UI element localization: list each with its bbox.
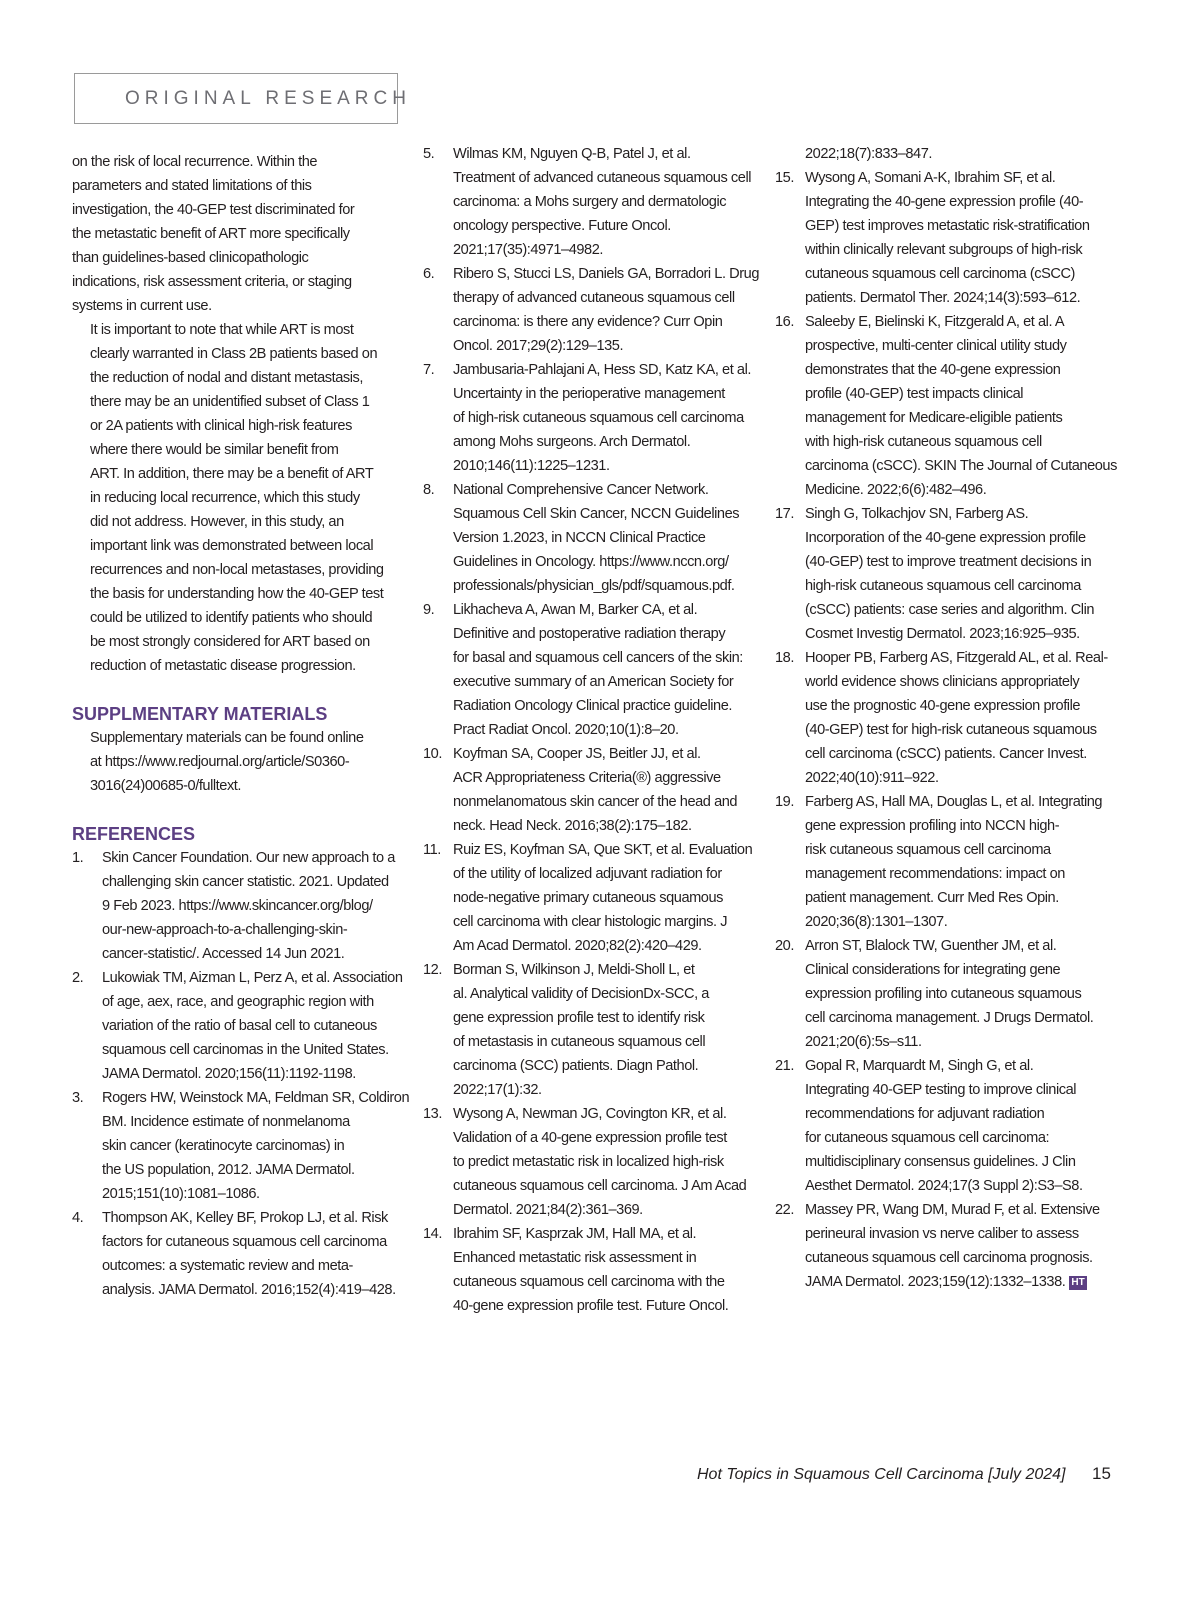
text-line: Likhacheva A, Awan M, Barker CA, et al. xyxy=(453,602,698,618)
text-line: Dermatol. 2021;84(2):361–369. xyxy=(453,1202,643,1218)
body-paragraph-1 xyxy=(72,150,402,318)
text-line: Lukowiak TM, Aizman L, Perz A, et al. Association xyxy=(102,970,403,986)
text-line: Wysong A, Somani A-K, Ibrahim SF, et al. xyxy=(805,170,1056,186)
supplementary-heading: SUPPLMENTARY MATERIALS xyxy=(72,704,328,724)
text-line: gene expression profiling into NCCN high- xyxy=(805,818,1060,834)
text-line: Medicine. 2022;6(6):482–496. xyxy=(805,482,987,498)
reference-number: 22. xyxy=(775,1202,794,1218)
references-heading: REFERENCES xyxy=(72,824,196,844)
reference-item xyxy=(775,1198,1105,1294)
reference-item xyxy=(72,1086,410,1206)
text-line: multidisciplinary consensus guidelines. J Clin xyxy=(805,1154,1076,1170)
text-line: Thompson AK, Kelley BF, Prokop LJ, et al. Risk xyxy=(102,1210,388,1226)
reference-number: 6. xyxy=(423,266,435,282)
reference-number: 3. xyxy=(72,1090,84,1106)
reference-item xyxy=(423,742,757,838)
text-line: Validation of a 40-gene expression profile test xyxy=(453,1130,727,1146)
text-line: Rogers HW, Weinstock MA, Feldman SR, Coldiron xyxy=(102,1090,410,1106)
text-line: (40-GEP) test to improve treatment decisions in xyxy=(805,554,1092,570)
reference-item xyxy=(775,646,1108,790)
text-line: JAMA Dermatol. 2023;159(12):1332–1338. HT xyxy=(805,1274,1085,1290)
text-line: risk cutaneous squamous cell carcinoma xyxy=(805,842,1051,858)
text-line: (cSCC) patients: case series and algorithm. Clin xyxy=(805,602,1095,618)
text-line: among Mohs surgeons. Arch Dermatol. xyxy=(453,434,691,450)
text-line: with high-risk cutaneous squamous cell xyxy=(805,434,1042,450)
text-line: for basal and squamous cell cancers of the skin: xyxy=(453,650,743,666)
reference-number: 10. xyxy=(423,746,442,762)
text-line: Gopal R, Marquardt M, Singh G, et al. xyxy=(805,1058,1034,1074)
reference-number: 16. xyxy=(775,314,794,330)
text-line: Guidelines in Oncology. https://www.nccn.org/ xyxy=(453,554,729,570)
text-line: in reducing local recurrence, which this study xyxy=(90,490,360,506)
text-line: Koyfman SA, Cooper JS, Beitler JJ, et al. xyxy=(453,746,701,762)
text-line: 2010;146(11):1225–1231. xyxy=(453,458,610,474)
text-line: al. Analytical validity of DecisionDx-SCC, a xyxy=(453,986,709,1002)
reference-number: 21. xyxy=(775,1058,794,1074)
text-line: Borman S, Wilkinson J, Meldi-Sholl L, et xyxy=(453,962,695,978)
supplementary-text xyxy=(72,726,402,798)
text-line: 2021;20(6):5s–s11. xyxy=(805,1034,922,1050)
reference-item xyxy=(423,838,757,958)
text-line: Enhanced metastatic risk assessment in xyxy=(453,1250,697,1266)
text-line: 9 Feb 2023. https://www.skincancer.org/blog/ xyxy=(102,898,373,914)
text-line: node-negative primary cutaneous squamous xyxy=(453,890,723,906)
reference-item xyxy=(423,1102,757,1222)
text-line: carcinoma: a Mohs surgery and dermatologic xyxy=(453,194,727,210)
ht-end-badge: HT xyxy=(1071,1277,1085,1288)
text-line: the US population, 2012. JAMA Dermatol. xyxy=(102,1162,355,1178)
reference-item xyxy=(423,598,757,742)
text-line: Ribero S, Stucci LS, Daniels GA, Borradori L. Drug xyxy=(453,266,759,282)
text-line: 2021;17(35):4971–4982. xyxy=(453,242,603,258)
text-line: high-risk cutaneous squamous cell carcinoma xyxy=(805,578,1081,594)
column-middle xyxy=(423,142,757,1318)
text-line: cutaneous squamous cell carcinoma with the xyxy=(453,1274,725,1290)
text-line: variation of the ratio of basal cell to cutaneous xyxy=(102,1018,377,1034)
text-line: Clinical considerations for integrating gene xyxy=(805,962,1061,978)
text-line: parameters and stated limitations of this xyxy=(72,178,312,194)
reference-list-part-1 xyxy=(72,846,410,1302)
reference-item xyxy=(423,262,757,358)
text-line: or 2A patients with clinical high-risk features xyxy=(90,418,352,434)
reference-continuation xyxy=(775,142,1105,166)
text-line: did not address. However, in this study, an xyxy=(90,514,344,530)
text-line: the reduction of nodal and distant metastasis, xyxy=(90,370,363,386)
text-line: challenging skin cancer statistic. 2021. Updated xyxy=(102,874,389,890)
text-line: profile (40-GEP) test impacts clinical xyxy=(805,386,1024,402)
text-line: cutaneous squamous cell carcinoma (cSCC) xyxy=(805,266,1075,282)
text-line: where there would be similar benefit from xyxy=(90,442,339,458)
text-line: of metastasis in cutaneous squamous cell xyxy=(453,1034,706,1050)
column-right xyxy=(775,142,1117,1294)
text-line: nonmelanomatous skin cancer of the head and xyxy=(453,794,738,810)
text-line: factors for cutaneous squamous cell carcinoma xyxy=(102,1234,387,1250)
journal-footer: Hot Topics in Squamous Cell Carcinoma [July 2024] xyxy=(697,1466,1066,1483)
reference-number: 8. xyxy=(423,482,435,498)
text-line: analysis. JAMA Dermatol. 2016;152(4):419–428. xyxy=(102,1282,396,1298)
reference-number: 17. xyxy=(775,506,794,522)
text-line: reduction of metastatic disease progression. xyxy=(90,658,356,674)
text-line: Farberg AS, Hall MA, Douglas L, et al. Integrating xyxy=(805,794,1103,810)
text-line: Aesthet Dermatol. 2024;17(3 Suppl 2):S3–S8. xyxy=(805,1178,1083,1194)
reference-item xyxy=(423,1222,757,1318)
reference-list-part-2 xyxy=(423,142,757,1318)
text-line: Saleeby E, Bielinski K, Fitzgerald A, et al. A xyxy=(805,314,1065,330)
text-line: important link was demonstrated between local xyxy=(90,538,374,554)
reference-item xyxy=(423,358,757,478)
text-line: carcinoma (SCC) patients. Diagn Pathol. xyxy=(453,1058,699,1074)
text-line: Cosmet Investig Dermatol. 2023;16:925–935. xyxy=(805,626,1080,642)
reference-number: 4. xyxy=(72,1210,84,1226)
reference-item xyxy=(775,790,1105,934)
text-line: (40-GEP) test for high-risk cutaneous squamous xyxy=(805,722,1097,738)
text-line: within clinically relevant subgroups of high-risk xyxy=(805,242,1083,258)
text-line: could be utilized to identify patients who should xyxy=(90,610,373,626)
text-line: management recommendations: impact on xyxy=(805,866,1065,882)
text-line: Wysong A, Newman JG, Covington KR, et al. xyxy=(453,1106,727,1122)
text-line: ACR Appropriateness Criteria(®) aggressive xyxy=(453,770,721,786)
text-line: 2020;36(8):1301–1307. xyxy=(805,914,948,930)
text-line: 40-gene expression profile test. Future Oncol. xyxy=(453,1298,729,1314)
text-line: Integrating 40-GEP testing to improve clinical xyxy=(805,1082,1077,1098)
text-line: Wilmas KM, Nguyen Q-B, Patel J, et al. xyxy=(453,146,691,162)
text-line: cutaneous squamous cell carcinoma prognosis. xyxy=(805,1250,1093,1266)
text-line: Ruiz ES, Koyfman SA, Que SKT, et al. Evaluation xyxy=(453,842,753,858)
text-line: Uncertainty in the perioperative management xyxy=(453,386,725,402)
text-line: on the risk of local recurrence. Within the xyxy=(72,154,318,170)
text-line: 2022;17(1):32. xyxy=(453,1082,542,1098)
text-line: It is important to note that while ART is most xyxy=(90,322,354,338)
text-line: Singh G, Tolkachjov SN, Farberg AS. xyxy=(805,506,1029,522)
text-line: indications, risk assessment criteria, or staging xyxy=(72,274,352,290)
text-line: our-new-approach-to-a-challenging-skin- xyxy=(102,922,348,938)
text-line: cutaneous squamous cell carcinoma. J Am Acad xyxy=(453,1178,747,1194)
text-line: Ibrahim SF, Kasprzak JM, Hall MA, et al. xyxy=(453,1226,697,1242)
reference-number: 9. xyxy=(423,602,435,618)
text-line: 2015;151(10):1081–1086. xyxy=(102,1186,260,1202)
text-line: Supplementary materials can be found online xyxy=(90,730,364,746)
reference-item xyxy=(72,846,402,966)
text-line: skin cancer (keratinocyte carcinomas) in xyxy=(102,1138,345,1154)
text-line: of age, aex, race, and geographic region with xyxy=(102,994,374,1010)
reference-item xyxy=(775,1054,1105,1198)
text-line: be most strongly considered for ART based on xyxy=(90,634,370,650)
text-line: expression profiling into cutaneous squamous xyxy=(805,986,1082,1002)
reference-item xyxy=(775,502,1105,646)
text-line: GEP) test improves metastatic risk-stratification xyxy=(805,218,1090,234)
body-paragraph-2 xyxy=(72,318,402,678)
text-line: Pract Radiat Oncol. 2020;10(1):8–20. xyxy=(453,722,679,738)
text-line: than guidelines-based clinicopathologic xyxy=(72,250,309,266)
reference-number: 14. xyxy=(423,1226,442,1242)
text-line: Hooper PB, Farberg AS, Fitzgerald AL, et al. Real- xyxy=(805,650,1108,666)
text-line: ART. In addition, there may be a benefit of ART xyxy=(90,466,374,482)
reference-number: 12. xyxy=(423,962,442,978)
text-line: there may be an unidentified subset of Class 1 xyxy=(90,394,370,410)
text-line: squamous cell carcinomas in the United States. xyxy=(102,1042,389,1058)
reference-number: 11. xyxy=(423,842,441,858)
page-number: 15 xyxy=(1092,1464,1111,1483)
text-line: Massey PR, Wang DM, Murad F, et al. Extensive xyxy=(805,1202,1100,1218)
reference-item xyxy=(775,166,1105,310)
text-line: patient management. Curr Med Res Opin. xyxy=(805,890,1059,906)
section-label: ORIGINAL RESEARCH xyxy=(125,88,411,109)
text-line: use the prognostic 40-gene expression profile xyxy=(805,698,1081,714)
text-line: National Comprehensive Cancer Network. xyxy=(453,482,709,498)
text-line: cancer-statistic/. Accessed 14 Jun 2021. xyxy=(102,946,345,962)
text-line: BM. Incidence estimate of nonmelanoma xyxy=(102,1114,350,1130)
text-line: to predict metastatic risk in localized high-risk xyxy=(453,1154,724,1170)
text-line: systems in current use. xyxy=(72,298,212,314)
text-line: oncology perspective. Future Oncol. xyxy=(453,218,671,234)
text-line: carcinoma: is there any evidence? Curr Opin xyxy=(453,314,723,330)
text-line: Treatment of advanced cutaneous squamous cell xyxy=(453,170,752,186)
reference-item xyxy=(423,142,757,262)
text-line: outcomes: a systematic review and meta- xyxy=(102,1258,353,1274)
reference-number: 1. xyxy=(72,850,84,866)
text-line: at https://www.redjournal.org/article/S0360- xyxy=(90,754,350,770)
text-line: Version 1.2023, in NCCN Clinical Practice xyxy=(453,530,706,546)
text-line: 2022;18(7):833–847. xyxy=(805,146,932,162)
reference-item xyxy=(72,1206,402,1302)
text-line: neck. Head Neck. 2016;38(2):175–182. xyxy=(453,818,692,834)
text-line: the metastatic benefit of ART more specifically xyxy=(72,226,350,242)
text-line: of the utility of localized adjuvant radiation for xyxy=(453,866,722,882)
text-line: cell carcinoma management. J Drugs Dermatol. xyxy=(805,1010,1094,1026)
text-line: Incorporation of the 40-gene expression profile xyxy=(805,530,1086,546)
text-line: recurrences and non-local metastases, providing xyxy=(90,562,384,578)
text-line: clearly warranted in Class 2B patients based on xyxy=(90,346,378,362)
reference-item xyxy=(423,478,757,598)
text-line: for cutaneous squamous cell carcinoma: xyxy=(805,1130,1050,1146)
reference-item xyxy=(423,958,757,1102)
reference-number: 13. xyxy=(423,1106,442,1122)
text-line: executive summary of an American Society for xyxy=(453,674,734,690)
reference-item xyxy=(72,966,402,1086)
text-line: Squamous Cell Skin Cancer, NCCN Guidelines xyxy=(453,506,740,522)
text-line: Radiation Oncology Clinical practice guideline. xyxy=(453,698,732,714)
text-line: patients. Dermatol Ther. 2024;14(3):593–612. xyxy=(805,290,1081,306)
reference-number: 2. xyxy=(72,970,84,986)
text-line: management for Medicare-eligible patients xyxy=(805,410,1063,426)
text-line: 3016(24)00685-0/fulltext. xyxy=(90,778,242,794)
text-line: demonstrates that the 40-gene expression xyxy=(805,362,1061,378)
text-line: therapy of advanced cutaneous squamous cell xyxy=(453,290,735,306)
reference-number: 20. xyxy=(775,938,794,954)
text-line: prospective, multi-center clinical utility study xyxy=(805,338,1067,354)
reference-number: 5. xyxy=(423,146,435,162)
text-line: cell carcinoma with clear histologic margins. J xyxy=(453,914,728,930)
text-line: gene expression profile test to identify risk xyxy=(453,1010,705,1026)
text-line: perineural invasion vs nerve caliber to assess xyxy=(805,1226,1079,1242)
text-line: JAMA Dermatol. 2020;156(11):1192-1198. xyxy=(102,1066,356,1082)
column-left xyxy=(72,150,410,1302)
text-line: Oncol. 2017;29(2):129–135. xyxy=(453,338,624,354)
reference-list-part-3 xyxy=(775,142,1117,1294)
text-line: recommendations for adjuvant radiation xyxy=(805,1106,1045,1122)
text-line: professionals/physician_gls/pdf/squamous.pdf. xyxy=(453,578,735,594)
reference-number: 15. xyxy=(775,170,794,186)
text-line: cell carcinoma (cSCC) patients. Cancer Invest. xyxy=(805,746,1087,762)
text-line: investigation, the 40-GEP test discriminated for xyxy=(72,202,355,218)
text-line: 2022;40(10):911–922. xyxy=(805,770,939,786)
text-line: of high-risk cutaneous squamous cell carcinoma xyxy=(453,410,744,426)
text-line: the basis for understanding how the 40-GEP test xyxy=(90,586,384,602)
text-line: carcinoma (cSCC). SKIN The Journal of Cutaneous xyxy=(805,458,1117,474)
text-line: Integrating the 40-gene expression profile (40- xyxy=(805,194,1084,210)
reference-number: 19. xyxy=(775,794,794,810)
section-label-box xyxy=(74,73,411,124)
reference-item xyxy=(775,310,1117,502)
text-line: Skin Cancer Foundation. Our new approach to a xyxy=(102,850,395,866)
text-line: world evidence shows clinicians appropriately xyxy=(805,674,1080,690)
text-line: Am Acad Dermatol. 2020;82(2):420–429. xyxy=(453,938,702,954)
reference-item xyxy=(775,934,1105,1054)
text-line: Jambusaria-Pahlajani A, Hess SD, Katz KA, et al. xyxy=(453,362,751,378)
reference-number: 18. xyxy=(775,650,794,666)
text-line: Arron ST, Blalock TW, Guenther JM, et al. xyxy=(805,938,1057,954)
reference-number: 7. xyxy=(423,362,435,378)
text-line: Definitive and postoperative radiation therapy xyxy=(453,626,726,642)
